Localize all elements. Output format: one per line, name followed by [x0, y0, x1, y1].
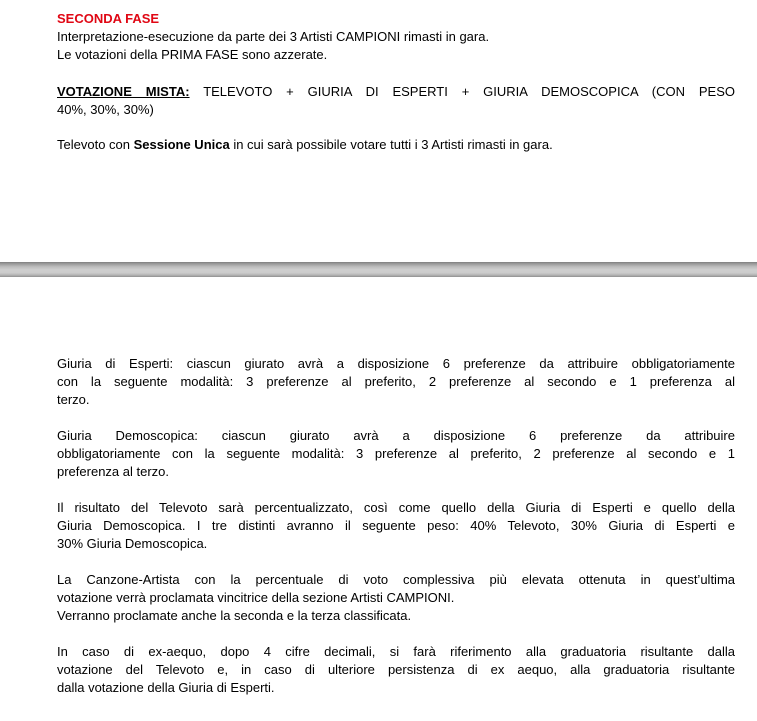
paragraph-ex-aequo	[57, 643, 735, 697]
votazione-mista-line-2: 40%, 30%, 30%)	[57, 102, 154, 117]
text-line: votazione verrà proclamata vincitrice della sezione Artisti CAMPIONI.	[57, 590, 455, 605]
votazione-mista-label: VOTAZIONE MISTA:	[57, 84, 190, 99]
paragraph-giuria-demoscopica	[57, 427, 735, 481]
text-line: Il risultato del Televoto sarà percentualizzato, così come quello della Giuria di Esperti e quello della	[57, 500, 735, 515]
paragraph-giuria-esperti	[57, 355, 735, 409]
text-line: con la seguente modalità: 3 preferenze al preferito, 2 preferenze al secondo e 1 preferenza al	[57, 374, 735, 389]
intro-line: Interpretazione-esecuzione da parte dei 3 Artisti CAMPIONI rimasti in gara.	[57, 29, 490, 44]
document-page-2	[0, 277, 757, 721]
text-line: Giuria di Esperti: ciascun giurato avrà a disposizione 6 preferenze da attribuire obbligatoriamente	[57, 356, 735, 371]
paragraph-canzone-artista	[57, 571, 735, 625]
text-line: obbligatoriamente con la seguente modalità: 3 preferenze al preferito, 2 preferenze al secondo e 1	[57, 446, 735, 461]
text-line: votazione del Televoto e, in caso di ulteriore persistenza di ex aequo, alla graduatoria risultante	[57, 662, 735, 677]
text-line: Giuria Demoscopica. I tre distinti avranno il seguente peso: 40% Televoto, 30% Giuria di Esperti e	[57, 518, 735, 533]
votazione-mista-rest: TELEVOTO + GIURIA DI ESPERTI + GIURIA DEMOSCOPICA (CON PESO	[189, 84, 735, 99]
televoto-post: in cui sarà possibile votare tutti i 3 Artisti rimasti in gara.	[229, 137, 553, 152]
text-line: La Canzone-Artista con la percentuale di voto complessiva più elevata ottenuta in quest’ultima	[57, 572, 735, 587]
intro-line: Le votazioni della PRIMA FASE sono azzerate.	[57, 47, 328, 62]
text-line: 30% Giuria Demoscopica.	[57, 536, 208, 551]
paragraph-risultato-televoto	[57, 499, 735, 553]
text-line: In caso di ex-aequo, dopo 4 cifre decimali, si farà riferimento alla graduatoria risultante dalla	[57, 644, 735, 659]
televoto-pre: Televoto con	[57, 137, 134, 152]
text-line: preferenza al terzo.	[57, 464, 170, 479]
text-line: Giuria Demoscopica: ciascun giurato avrà a disposizione 6 preferenze da attribuire	[57, 428, 735, 443]
text-line: terzo.	[57, 392, 90, 407]
votazione-mista-line-1	[57, 83, 735, 101]
text-line: Verranno proclamate anche la seconda e la terza classificata.	[57, 608, 412, 623]
text-line: dalla votazione della Giuria di Esperti.	[57, 680, 275, 695]
televoto-line	[57, 136, 735, 154]
document-page-1	[0, 0, 757, 262]
section-heading-seconda-fase: SECONDA FASE	[57, 11, 160, 26]
page-break-separator	[0, 262, 757, 277]
televoto-bold: Sessione Unica	[133, 137, 230, 152]
